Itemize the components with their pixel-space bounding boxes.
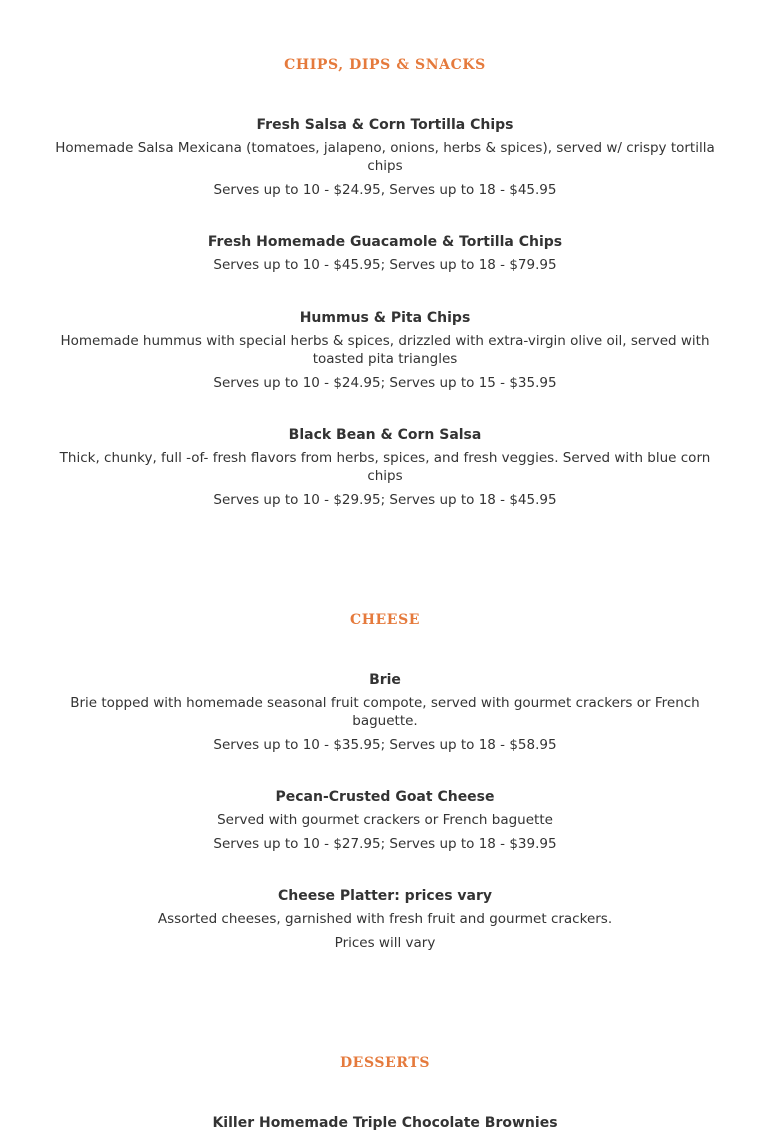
item-description: Served with gourmet crackers or French baguette <box>217 812 553 828</box>
item-name: Hummus & Pita Chips <box>299 310 471 326</box>
menu-item-cheese-platter <box>40 887 730 952</box>
section-title-chips-dips-snacks: CHIPS, DIPS & SNACKS <box>284 57 486 73</box>
item-description: Homemade Salsa Mexicana (tomatoes, jalapeno, onions, herbs & spices), served w/ crispy tortilla chips <box>55 140 715 174</box>
item-price: Serves up to 10 - $35.95; Serves up to 18 - $58.95 <box>213 737 557 753</box>
section-title-desserts: DESSERTS <box>339 1055 431 1071</box>
item-name: Brie <box>369 672 401 688</box>
item-name: Fresh Homemade Guacamole & Tortilla Chips <box>207 234 563 250</box>
item-description: Thick, chunky, full -of- fresh flavors from herbs, spices, and fresh veggies. Served with blue corn chips <box>59 450 711 484</box>
menu-item-brownies <box>40 1114 730 1137</box>
item-name: Killer Homemade Triple Chocolate Brownies <box>212 1115 558 1131</box>
item-price: Serves up to 10 - $29.95; Serves up to 18 - $45.95 <box>213 492 557 508</box>
menu-item-fresh-salsa <box>40 116 730 199</box>
item-price: Serves up to 10 - $24.95, Serves up to 18 - $45.95 <box>213 182 557 198</box>
item-price: Prices will vary <box>334 935 436 951</box>
item-name: Cheese Platter: prices vary <box>277 888 493 904</box>
menu-item-brie <box>40 671 730 754</box>
menu-item-goat-cheese <box>40 788 730 853</box>
item-name: Fresh Salsa & Corn Tortilla Chips <box>256 117 514 133</box>
item-price: Serves up to 10 - $24.95; Serves up to 15 - $35.95 <box>213 375 557 391</box>
item-price: Serves up to 10 - $27.95; Serves up to 18 - $39.95 <box>213 836 557 852</box>
item-price: Serves up to 10 - $45.95; Serves up to 18 - $79.95 <box>213 257 557 273</box>
menu-item-black-bean-salsa <box>40 426 730 509</box>
item-description: Assorted cheeses, garnished with fresh fruit and gourmet crackers. <box>157 911 613 927</box>
menu-item-hummus <box>40 309 730 392</box>
item-name: Black Bean & Corn Salsa <box>288 427 482 443</box>
item-description: Brie topped with homemade seasonal fruit compote, served with gourmet crackers or French baguette. <box>70 695 700 729</box>
item-description: Homemade hummus with special herbs & spices, drizzled with extra-virgin olive oil, served with toasted pita triangles <box>60 333 710 367</box>
section-title-cheese: CHEESE <box>349 612 421 628</box>
menu-item-guacamole <box>40 233 730 274</box>
item-name: Pecan-Crusted Goat Cheese <box>275 789 495 805</box>
